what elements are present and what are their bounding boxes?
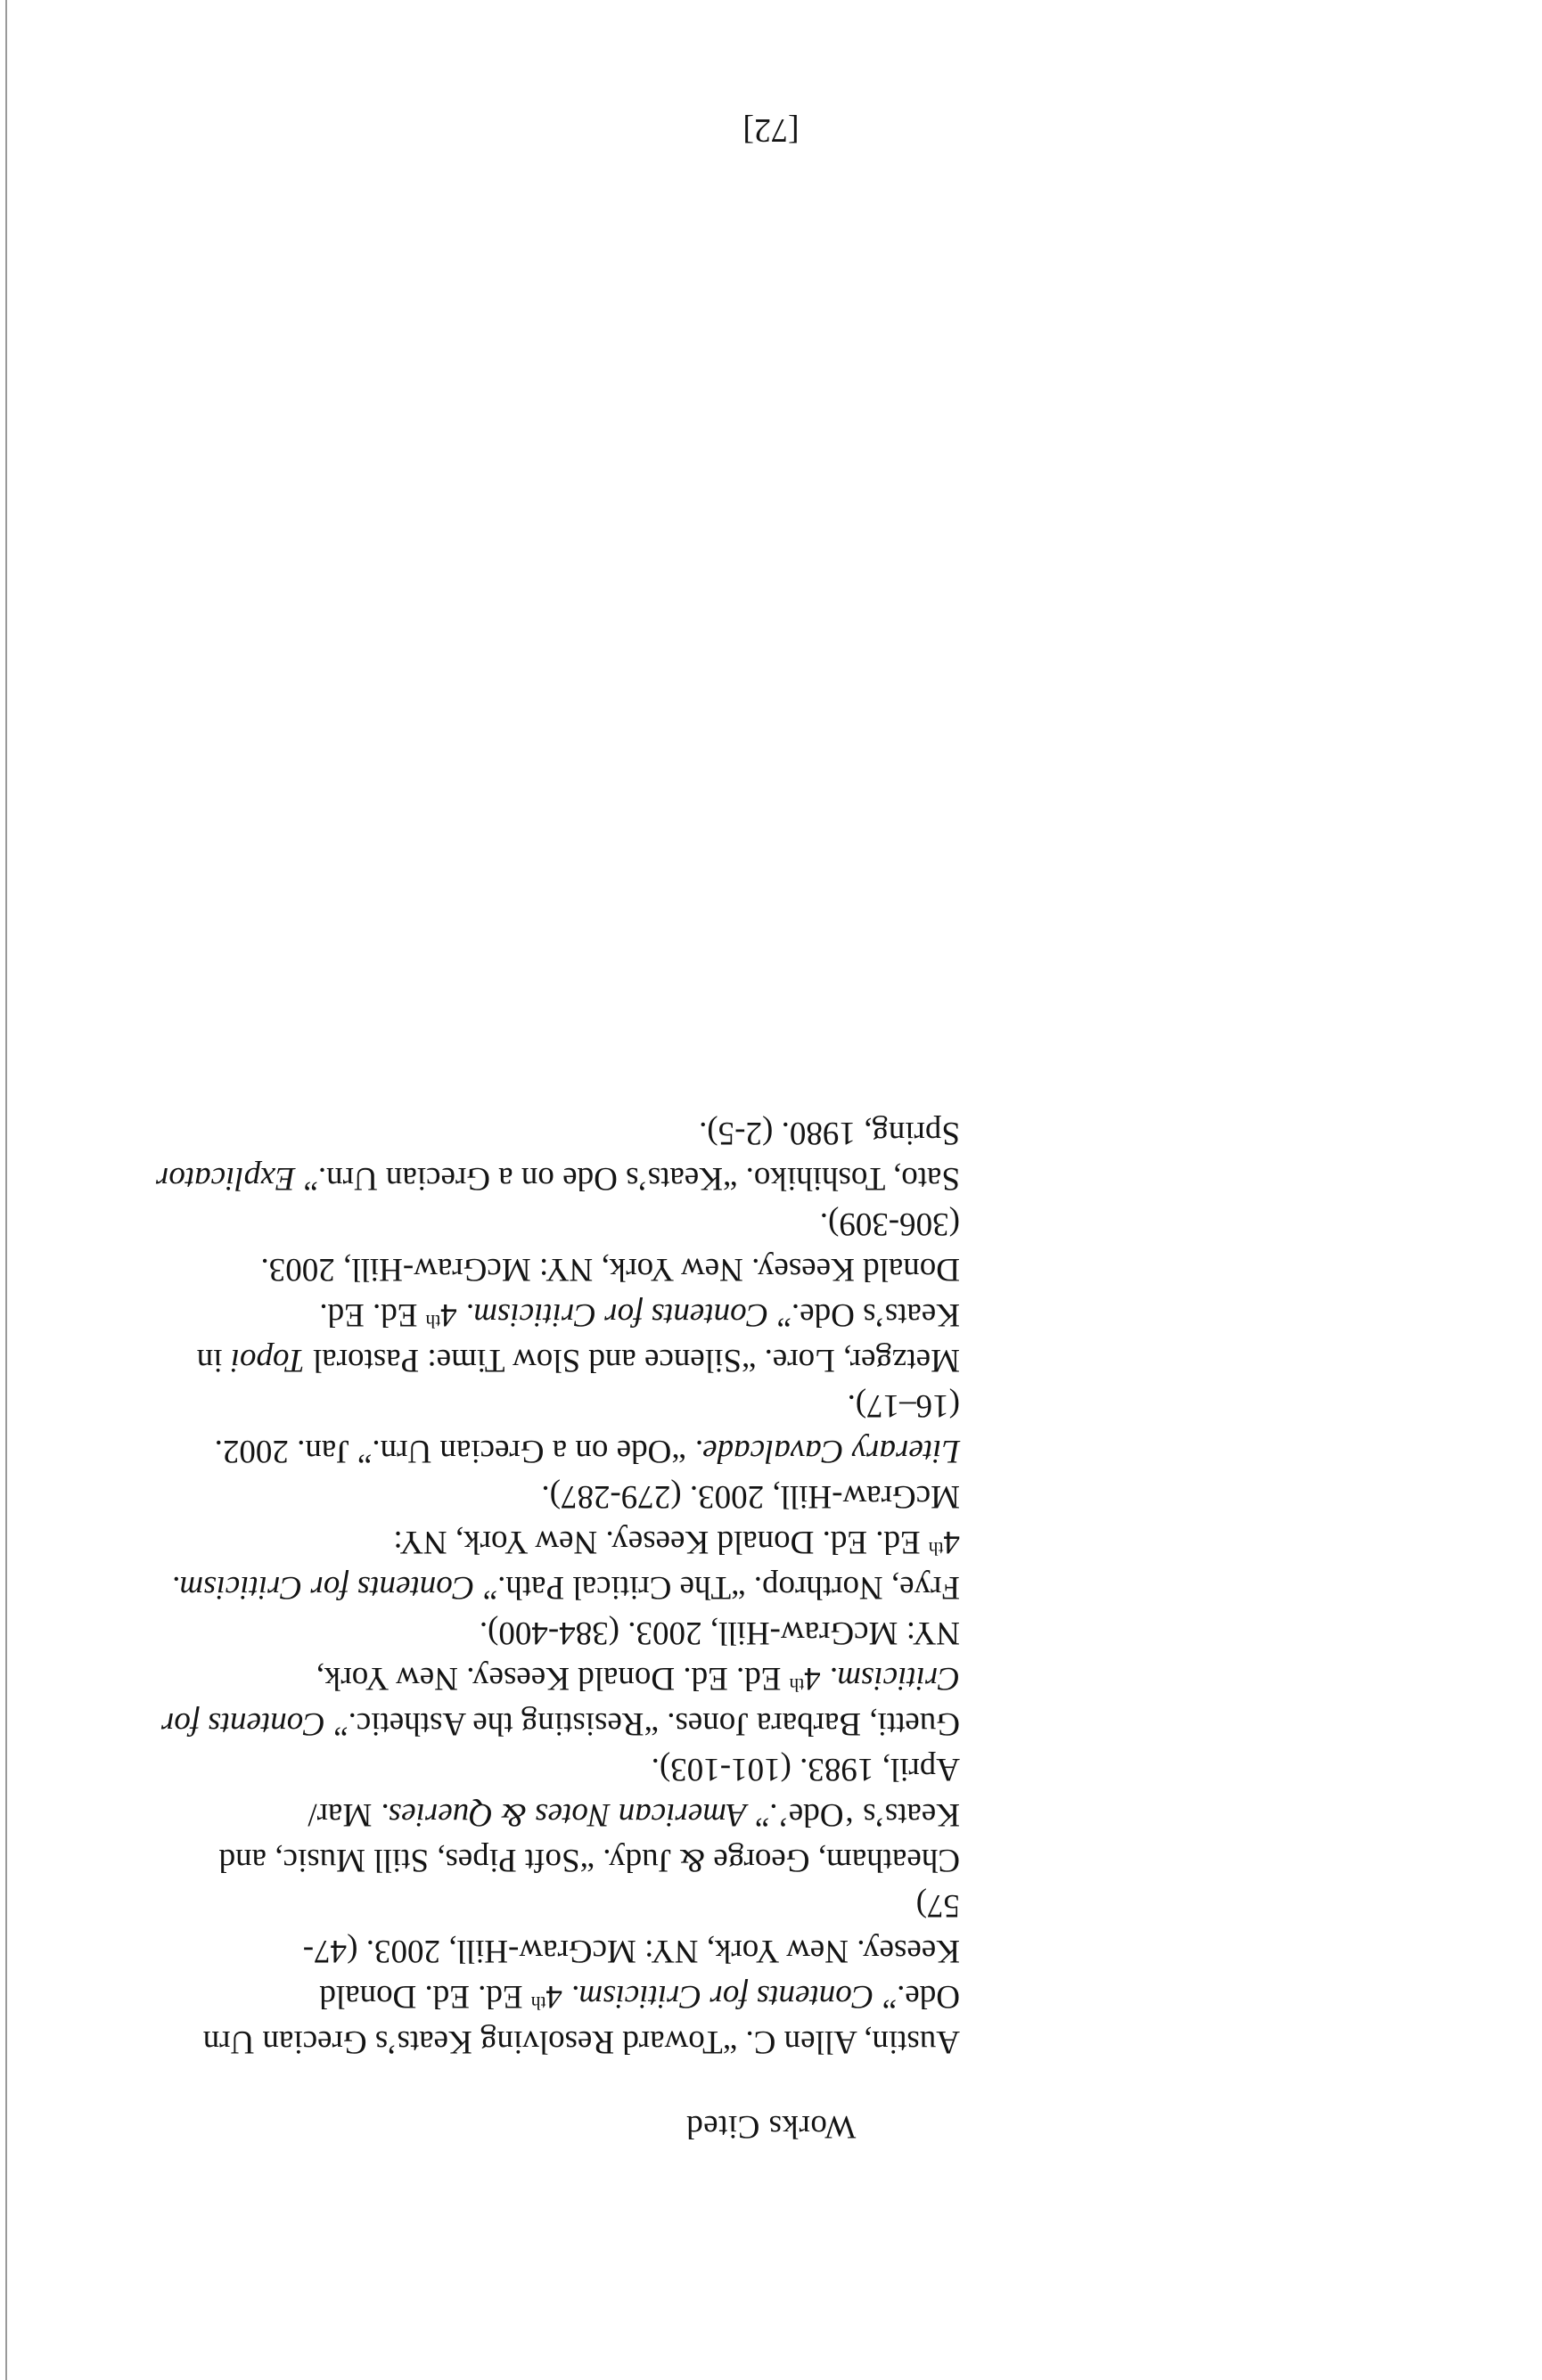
entry-line [229, 1292, 960, 1337]
citation-text: Guetti, Barbara Jones. “Resisting the Asthetic.” [324, 1705, 960, 1742]
italic-title-text: Topoi [230, 1342, 305, 1378]
citation-text: Ode.” [874, 1978, 960, 2015]
citation-text: Keats’s Ode.” [768, 1296, 960, 1333]
citation-text: Ed. Ed. Donald [319, 1978, 531, 2015]
entry-line [218, 1837, 960, 1883]
entry-line [229, 1110, 960, 1156]
entry-line [156, 1156, 960, 1201]
citation-text: 4 [804, 1660, 829, 1697]
italic-title-text: Criticism. [829, 1660, 960, 1697]
citation-text: (16–17). [847, 1387, 960, 1424]
citation-text: in [196, 1342, 231, 1378]
entry-line [229, 1474, 960, 1519]
italic-title-text: Contents for Criticism. [570, 1978, 874, 2015]
ordinal-superscript: th [530, 1992, 546, 2014]
scan-edge-line [5, 0, 7, 2380]
italic-title-text: Literary Cavalcade. [693, 1433, 960, 1469]
entry-line [229, 1792, 960, 1837]
entry-line [229, 1746, 960, 1792]
entry-line [229, 1519, 960, 1565]
bibliography-entry-sato [156, 1110, 960, 1201]
citation-text: “Ode on a Grecian Urn.” Jan. 2002. [214, 1433, 694, 1469]
citation-text: Austin, Allen C. “Toward Resolving Keats’s Grecian Urn [202, 2024, 960, 2060]
entry-line [202, 2019, 960, 2065]
ordinal-superscript: th [425, 1310, 441, 1332]
citation-text: Metzger, Lore. “Silence and Slow Time: Pastoral [304, 1342, 960, 1378]
italic-title-text: American Notes & Queries. [380, 1796, 747, 1833]
entry-line [171, 1565, 960, 1610]
citation-text: 4 [545, 1978, 571, 2015]
citation-text: 4 [943, 1524, 960, 1560]
italic-title-text: Contents for [160, 1705, 325, 1742]
bibliography-entry-cheatham [218, 1746, 960, 1883]
italic-title-text: Contents for Criticism. [171, 1569, 475, 1606]
entry-line [229, 1383, 960, 1428]
citation-text: Mar/ [308, 1796, 381, 1833]
citation-text: 57) [915, 1887, 960, 1924]
citation-text: NY: McGraw-Hill, 2003. (384-400). [479, 1615, 960, 1651]
bibliography-entry-austin [202, 1883, 960, 2065]
citation-text: Keats’s ‘Ode’.” [746, 1796, 960, 1833]
citation-text: Sato, Toshihiko. “Keats’s Ode on a Grecian Urn.” [295, 1160, 960, 1197]
entry-line [214, 1428, 960, 1474]
entry-line [229, 1610, 960, 1656]
bibliography-entry-frye [171, 1474, 960, 1610]
italic-title-text: Contents for Criticism. [465, 1296, 769, 1333]
ordinal-superscript: th [789, 1673, 805, 1696]
entry-line [229, 1247, 960, 1292]
citation-text: Ed. Ed. Donald Keesey. New York, [316, 1660, 790, 1697]
page-number: [72] [742, 111, 800, 149]
citation-text: April, 1983. (101-103). [651, 1751, 960, 1787]
citation-text: Spring, 1980. (2-5). [699, 1115, 960, 1151]
entry-line [196, 1337, 960, 1383]
italic-title-text: Explicator [156, 1160, 296, 1197]
bibliography-list [156, 1110, 960, 2065]
citation-text: Frye, Northrop. “The Critical Path.” [474, 1569, 960, 1606]
citation-text: Keesey. New York, NY: McGraw-Hill, 2003. (47- [302, 1933, 960, 1969]
entry-line [160, 1701, 960, 1746]
citation-text: Ed. Ed. Donald Keesey. New York, NY: [393, 1524, 929, 1560]
citation-text: 4 [440, 1296, 466, 1333]
citation-text: Ed. Ed. [319, 1296, 426, 1333]
bibliography-entry-literary-cavalcade [214, 1383, 960, 1474]
citation-text: McGraw-Hill, 2003. (279-287). [541, 1478, 960, 1515]
entry-line [229, 1656, 960, 1701]
bibliography-entry-metzger [196, 1201, 960, 1383]
citation-text: (306-309). [819, 1206, 960, 1242]
bibliography-entry-guetti [160, 1610, 960, 1746]
entry-line [229, 1883, 960, 1928]
ordinal-superscript: th [928, 1537, 944, 1559]
citation-text: Donald Keesey. New York, NY: McGraw-Hill, 2003. [260, 1251, 960, 1288]
entry-line [229, 1928, 960, 1974]
entry-line [229, 1201, 960, 1247]
citation-text: Cheatham, George & Judy. “Soft Pipes, Still Music, and [218, 1842, 960, 1878]
entry-line [229, 1974, 960, 2019]
works-cited-heading: Works Cited [685, 2108, 857, 2145]
